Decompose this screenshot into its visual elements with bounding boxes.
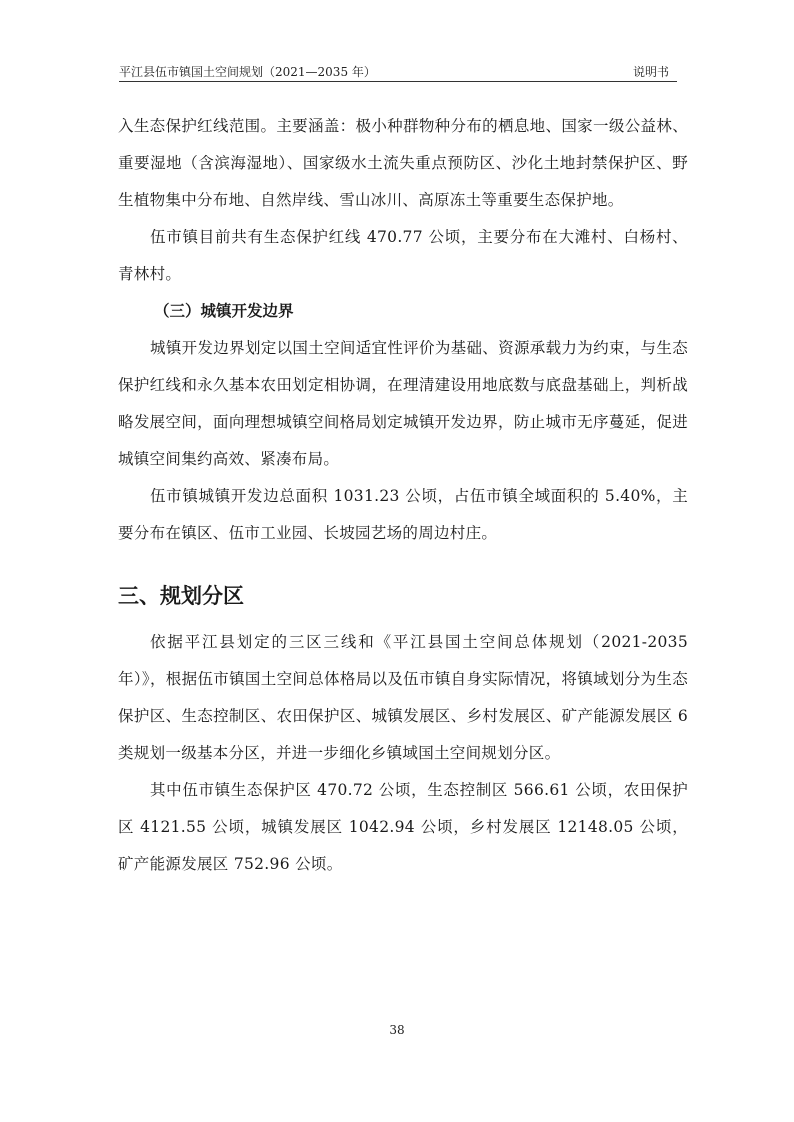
paragraph-zoning-areas: 其中伍市镇生态保护区 470.72 公顷，生态控制区 566.61 公顷，农田保护区 4121.55 公顷，城镇发展区 1042.94 公顷，乡村发展区 12148.05 公顷，矿产能源发展区 752.96 公顷。 <box>118 781 688 873</box>
page-number: 38 <box>389 1023 405 1037</box>
paragraph-eco-redline-scope: 入生态保护红线范围。主要涵盖：极小种群物种分布的栖息地、国家一级公益林、重要湿地（含滨海湿地）、国家级水土流失重点预防区、沙化土地封禁保护区、野生植物集中分布地、自然岸线、雪山冰川、高原冻土等重要生态保护地。 <box>118 117 688 209</box>
paragraph-urban-boundary-method: 城镇开发边界划定以国土空间适宜性评价为基础、资源承载力为约束，与生态保护红线和永久基本农田划定相协调，在理清建设用地底数与底盘基础上，判析战略发展空间，面向理想城镇空间格局划定城镇开发边界，防止城市无序蔓延，促进城镇空间集约高效、紧凑布局。 <box>118 339 688 468</box>
page-content <box>118 108 688 883</box>
page-header <box>119 60 677 82</box>
header-rule <box>119 81 677 82</box>
header-title: 平江县伍市镇国土空间规划（2021—2035 年） <box>119 65 376 79</box>
paragraph-eco-redline-area: 伍市镇目前共有生态保护红线 470.77 公顷，主要分布在大滩村、白杨村、青林村。 <box>118 228 688 283</box>
header-doc-type: 说明书 <box>632 65 669 79</box>
subheading-urban-boundary: （三）城镇开发边界 <box>154 302 294 320</box>
paragraph-zoning-basis: 依据平江县划定的三区三线和《平江县国土空间总体规划（2021-2035 年）》，根据伍市镇国土空间总体格局以及伍市镇自身实际情况，将镇域划分为生态保护区、生态控制区、农田保护区、城镇发展区、乡村发展区、矿产能源发展区 6 类规划一级基本分区，并进一步细化乡镇域国土空间规划分区。 <box>118 633 688 762</box>
paragraph-urban-boundary-area: 伍市镇城镇开发边总面积 1031.23 公顷，占伍市镇全域面积的 5.40%，主要分布在镇区、伍市工业园、长坡园艺场的周边村庄。 <box>118 487 688 542</box>
section-heading-zoning: 三、规划分区 <box>118 584 244 608</box>
